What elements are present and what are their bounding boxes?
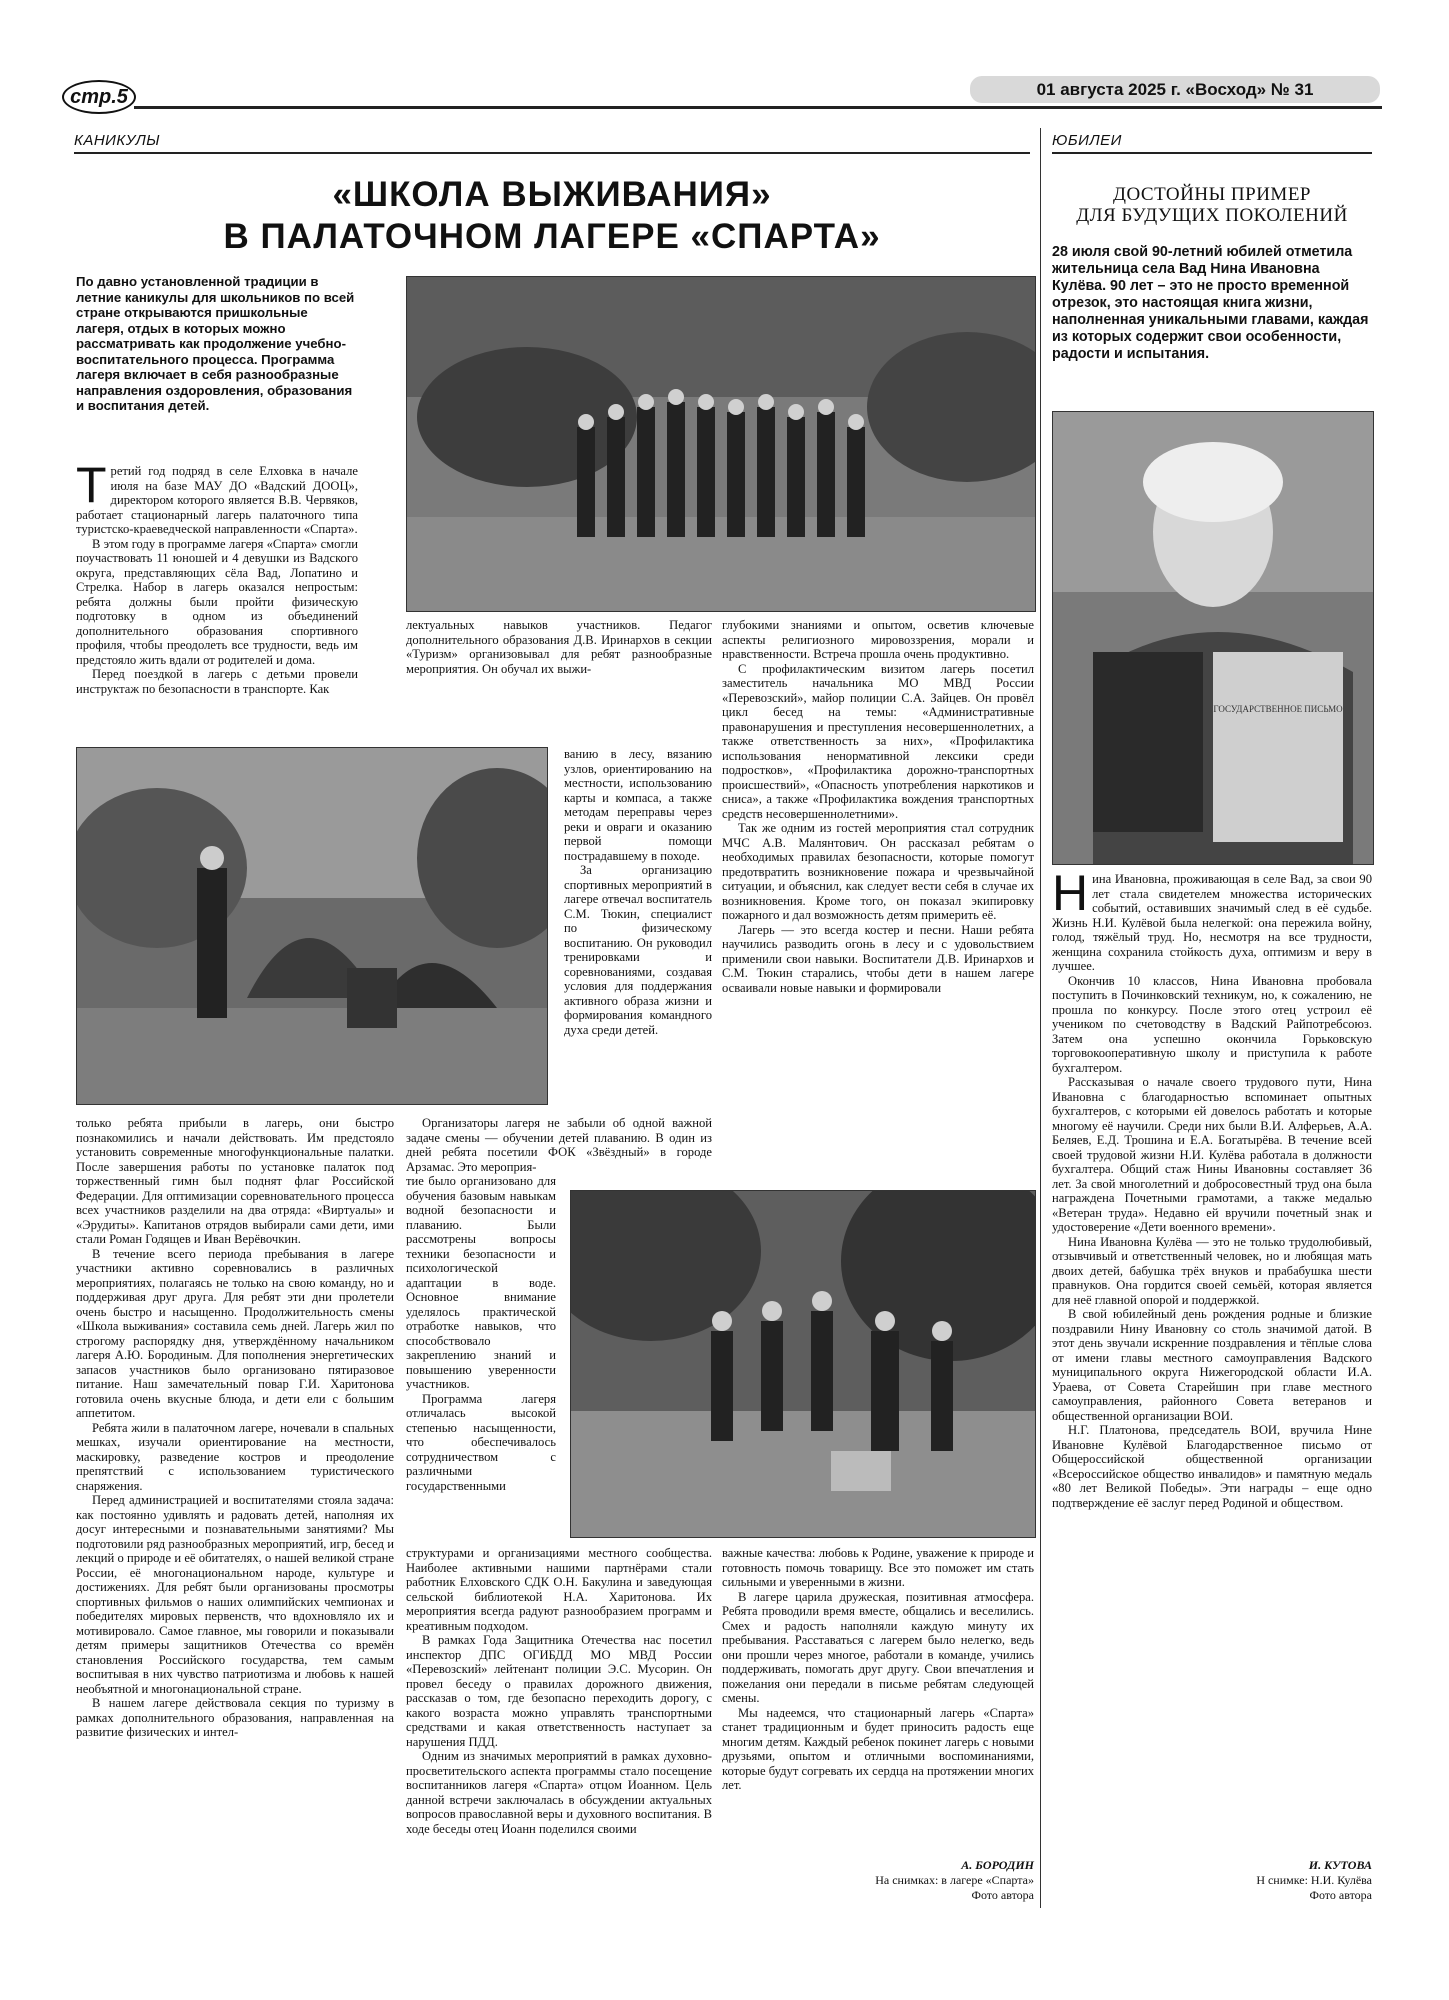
c2e-p3: Одним из значимых мероприятий в рамках духовно-просветительского аспекта программы стало посещение воспитанников лагеря «Спарта» отцом Иоанном. Цель данной встречи заключалась в обсуждении актуальных вопросов православной веры и духовного воспитания. В ходе беседы отец Иоанн поделился своими bbox=[406, 1749, 712, 1836]
c2d-p1: тие было организовано для обучения базовым навыкам водной безопасности и плаванию. Были рассмотрены вопросы техники безопасности и психологической адаптации в воде. Основное внимание уделялось практической отработке навыков, что способствовало закреплению знаний и повышению уверенности участников. bbox=[406, 1174, 556, 1391]
col2-mid bbox=[406, 1116, 712, 1174]
rubric-right: ЮБИЛЕИ bbox=[1052, 132, 1122, 149]
right-p3: Рассказывая о начале своего трудового пути, Нина Ивановна с благодарностью вспоминает опытных бухгалтеров, с которыми ей довелось работать и которые многому её научили. Среди них были В.И. Алферьев, А.А. Беляев, Е.Д. Трошина и Е.А. Богатырёва. В течение всей своей трудовой жизни Н.И. Кулёва работала в должности бухгалтера. Общий стаж Нины Ивановны составляет 36 лет. За свой многолетний и добросовестный труд она была награждена Почетными грамотами, а также медалью «Ветеран труда». Недавно ей вручили почетный знак и удостоверение «Дети военного времени». bbox=[1052, 1075, 1372, 1234]
page-number: стр.5 bbox=[70, 86, 128, 108]
issue-banner bbox=[970, 76, 1380, 103]
c3a-p2: С профилактическим визитом лагерь посетил заместитель начальника МО МВД России «Перевозский», майор полиции С.А. Зайцев. Он провёл цикл бесед на темы: «Административные правонарушения и преступления несовершеннолетних, а также ответственность за них», «Профилактика использования ненормативной лексики среди подростков», «Профилактика дорожно-транспортных происшествий», «Опасность употребления наркотиков и сниса», а также «Профилактика вождения транспортных средств несовершеннолетними». bbox=[722, 661, 1034, 821]
c2b-p2: За организацию спортивных мероприятий в лагере отвечал воспитатель С.М. Тюкин, специалист по физическому воспитанию. Он руководил тренировками и соревнованиями, создавая условия для поддержания активного образа жизни и формирования командного духа среди детей. bbox=[564, 863, 712, 1037]
issue-date: 01 августа 2025 г. «Восход» № 31 bbox=[1036, 80, 1314, 99]
rubric-left: КАНИКУЛЫ bbox=[74, 132, 161, 149]
right-photo-credit: Фото автора bbox=[1309, 1888, 1372, 1902]
c1a-p3: Перед поездкой в лагерь с детьми провели инструктаж по безопасности в транспорте. Как bbox=[76, 667, 358, 696]
c1b-p1: только ребята прибыли в лагерь, они быстро познакомились и начали действовать. Им предстояло установить современные многофункциональные палатки. После завершения работы по установке палаток под торжественный гимн был поднят флаг Российской Федерации. Для оптимизации соревновательного процесса всех участников разделили на два отряда: «Виртуалы» и «Эрудиты». Капитанов отрядов выбирали сами дети, ими стали Роман Годящев и Иван Верёвочкин. bbox=[76, 1116, 394, 1246]
right-p1: ина Ивановна, проживающая в селе Вад, за свои 90 лет стала свидетелем множества исторических событий, оставивших значимый след в её судьбе. Жизнь Н.И. Кулёвой была нелегкой: она пережила войну, голод, тяжёлый труд. Но, несмотря на все трудности, женщина сохранила стойкость духа, оптимизм и веру в лучшее. bbox=[1052, 872, 1372, 973]
c1a-p1: ретий год подряд в селе Елховка в начале июля на базе МАУ ДО «Вадский ДООЦ», директором которого является В.В. Червяков, работает стационарный лагерь палаточного типа туристско-краеведческой направленности «Спарта». bbox=[76, 464, 358, 536]
col3-bottom bbox=[722, 1546, 1034, 1793]
c3b-p3: Мы надеемся, что стационарный лагерь «Спарта» станет традиционным и будет приносить радость еще многим детям. Каждый ребенок покинет лагерь с новыми друзьями, опытом и отличными воспоминаниями, которые будут согревать их сердца на протяжении многих лет. bbox=[722, 1705, 1034, 1792]
left-author: А. БОРОДИН bbox=[961, 1858, 1034, 1872]
left-photo-credit: Фото автора bbox=[971, 1888, 1034, 1902]
col1-bottom bbox=[76, 1116, 394, 1740]
article-lead: По давно установленной традиции в летние каникулы для школьников по всей стране открываются пришкольные лагеря, отдых в которых можно рассматривать как продолжение учебно-воспитательного процесса. Программа лагеря включает в себя разнообразные направления оздоровления, образования и воспитания детей. bbox=[76, 274, 355, 413]
photo-camp-group-image bbox=[407, 277, 1035, 611]
page-number-badge bbox=[62, 80, 136, 114]
right-signature bbox=[1052, 1858, 1372, 1903]
right-body bbox=[1052, 865, 1372, 1510]
c2e-p1: структурами и организациями местного сообщества. Наиболее активными нашими партнёрами стали работник Елховского СДК О.Н. Бакулина и заведующая сельской библиотекой Н.А. Харитонова. Их мероприятия всегда радуют разнообразием программ и креативным подходом. bbox=[406, 1546, 712, 1633]
right-title bbox=[1052, 184, 1372, 226]
col2-top bbox=[406, 618, 712, 676]
c3a-p3: Так же одним из гостей мероприятия стал сотрудник МЧС А.В. Малянтович. Он рассказал ребятам о необходимых правилах безопасности, которые помогут предотвратить возникновение пожара и чрезвычайной ситуации, и объяснил, как следует вести себя в случае их возникновения. Кроме того, он показал экипировку пожарного и дал возможность детям примерить её. bbox=[722, 821, 1034, 922]
article-title bbox=[74, 174, 1030, 258]
c2a-p1: лектуальных навыков участников. Педагог дополнительного образования Д.В. Иринархов в секции «Туризм» организовывал для ребят разнообразные мероприятия. Он обучал их выжи- bbox=[406, 618, 712, 676]
photo-portrait-image bbox=[1053, 412, 1373, 864]
photo-tents bbox=[76, 747, 548, 1105]
right-lead: 28 июля свой 90-летний юбилей отметила жительница села Вад Нина Ивановна Кулёва. 90 лет – это не просто временной отрезок, это настоящая книга жизни, наполненная уникальными главами, каждая из которых содержит свои особенности, радости и испытания. bbox=[1052, 244, 1369, 362]
col3-top bbox=[722, 618, 1034, 995]
photo-camp-group bbox=[406, 276, 1036, 612]
left-signature bbox=[722, 1858, 1034, 1903]
col2-bottom bbox=[406, 1546, 712, 1836]
col2-wrap bbox=[564, 747, 712, 1037]
right-title-line2: ДЛЯ БУДУЩИХ ПОКОЛЕНИЙ bbox=[1076, 205, 1348, 226]
dropcap-t: Т bbox=[76, 457, 107, 513]
article-title-line2: В ПАЛАТОЧНОМ ЛАГЕРЕ «СПАРТА» bbox=[223, 217, 881, 256]
left-caption: На снимках: в лагере «Спарта» bbox=[875, 1873, 1034, 1887]
c2c-p1: Организаторы лагеря не забыли об одной важной задаче смены — обучении детей плаванию. В один из дней ребята посетили ФОК «Звёздный» в городе Арзамас. Это мероприя- bbox=[406, 1116, 712, 1174]
right-author: И. КУТОВА bbox=[1308, 1858, 1372, 1872]
c3b-p1: важные качества: любовь к Родине, уважение к природе и готовность помочь товарищу. Все это поможет им стать сильными и уверенными в жизни. bbox=[722, 1546, 1034, 1589]
article-title-line1: «ШКОЛА ВЫЖИВАНИЯ» bbox=[332, 175, 772, 214]
right-title-line1: ДОСТОЙНЫ ПРИМЕР bbox=[1112, 184, 1311, 205]
right-p2: Окончив 10 классов, Нина Ивановна пробовала поступить в Починковский техникум, но, к сожалению, не прошла по конкурсу. После этого отец устроил её учеником по счетоводству в Вадский Райпотребсоюз. Затем она успешно окончила Горьковскую торговокооперативную школу и приступила к работе бухгалтером. bbox=[1052, 973, 1372, 1075]
header-rule bbox=[134, 106, 1382, 109]
c1b-p3: Ребята жили в палаточном лагере, ночевали в спальных мешках, изучали ориентирование на местности, маскировку, разведение костров и преодоление препятствий с использованием туристического снаряжения. bbox=[76, 1420, 394, 1493]
photo-forest-activity bbox=[570, 1190, 1036, 1538]
c1b-p5: В нашем лагере действовала секция по туризму в рамках дополнительного образования, направленная на развитие физических и интел- bbox=[76, 1696, 394, 1739]
right-p6: Н.Г. Платонова, председатель ВОИ, вручила Нине Ивановне Кулёвой Благодарственное письмо от Общероссийской общественной организации «Всероссийское общество инвалидов» и памятную медаль «80 лет Великой Победы». Эти награды – еще одно подтверждение её заслуг перед Родиной и обществом. bbox=[1052, 1423, 1372, 1510]
page-header bbox=[62, 76, 1382, 112]
diploma-title: ГОСУДАРСТВЕННОЕ ПИСЬМО bbox=[1213, 704, 1343, 714]
photo-tents-image bbox=[77, 748, 547, 1104]
column-divider bbox=[1040, 128, 1041, 1908]
col2-wrap2 bbox=[406, 1174, 556, 1493]
right-p4: Нина Ивановна Кулёва — это не только трудолюбивый, отзывчивый и ответственный человек, но и любящая мать двоих детей, бабушка трёх внуков и прабабушка шести правнуков. Она гордится своей семьёй, которая является для неё главной опорой и поддержкой. bbox=[1052, 1234, 1372, 1307]
rubric-right-rule bbox=[1052, 152, 1372, 154]
photo-forest-image bbox=[571, 1191, 1035, 1537]
right-p5: В свой юбилейный день рождения родные и близкие поздравили Нину Ивановну со столь значимой датой. В этот день звучали искренние поздравления и тёплые слова от имени главы местного самоуправления Вадского муниципального округа Нижегородской области И.А. Ураева, от Совета Старейшин при главе местного самоуправления, районного Совета ветеранов и общественной организации ВОИ. bbox=[1052, 1307, 1372, 1423]
c3a-p4: Лагерь — это всегда костер и песни. Наши ребята научились разводить огонь в лесу и с удовольствием применили свои навыки. Воспитатели Д.В. Иринархов и С.М. Тюкин старались, чтобы дети в нашем лагере осваивали новые навыки и формировали bbox=[722, 922, 1034, 995]
col1-top bbox=[76, 457, 358, 696]
c1b-p2: В течение всего периода пребывания в лагере участники активно соревновались в различных мероприятиях, полагаясь не только на свою команду, но и поддерживая друг друга. Для ребят эти дни пролетели очень быстро и насыщенно. Продолжительность смены «Школа выживания» составила семь дней. Лагерь жил по строгому распорядку дня, утверждённому начальником лагеря А.Ю. Бородиным. Для пополнения энергетических запасов участников было организовано пятиразовое питание. Наш замечательный повар Г.И. Харитонова готовила очень вкусные блюда, и дети ели с большим аппетитом. bbox=[76, 1246, 394, 1420]
c3b-p2: В лагере царила дружеская, позитивная атмосфера. Ребята проводили время вместе, общались и веселились. Смех и радость наполняли каждую минуту их пребывания. Расставаться с лагерем было нелегко, ведь они прошли через многое, работали в команде, учились поддерживать, помогать друг другу. Свои впечатления и пожелания они передали в письме ребятам следующей смены. bbox=[722, 1589, 1034, 1705]
c1a-p2: В этом году в программе лагеря «Спарта» смогли поучаствовать 11 юношей и 4 девушки из Вадского округа, представляющих сёла Вад, Лопатино и Стрелка. Набор в лагерь оказался непростым: ребята должны были пройти физическую подготовку в одном из объединений дополнительного образования спортивного профиля, чтобы преодолеть все трудности, ведь им предстояло жить вдали от родителей и дома. bbox=[76, 536, 358, 667]
c2e-p2: В рамках Года Защитника Отечества нас посетил инспектор ДПС ОГИБДД МО МВД России «Перевозский» лейтенант полиции Э.С. Мусорин. Он провел беседу о правилах дорожного движения, рассказав о том, где безопасно переходить дорогу, с какого возраста можно управлять транспортными средствами и какая ответственность наступает за нарушения ПДД. bbox=[406, 1633, 712, 1749]
rubric-left-rule bbox=[74, 152, 1030, 154]
photo-portrait bbox=[1052, 411, 1374, 865]
right-caption: Н снимке: Н.И. Кулёва bbox=[1256, 1873, 1372, 1887]
c1b-p4: Перед администрацией и воспитателями стояла задача: как постоянно удивлять и радовать детей, наполняя их досуг интересными и познавательными занятиями? Мы подготовили ряд разнообразных мероприятий, игр, бесед и лекций о природе и её обитателях, о нашей великой стране России, её многонациональном народе, культуре и достижениях. Для ребят были организованы просмотры спортивных фильмов о наших олимпийских чемпионах и победителях мировых первенств, что вдохновляло их и мотивировало. Самое главное, мы говорили и показывали детям примеры защитников Отечества со времён становления Российского государства, тем самым воспитывая в них чувство патриотизма и любовь к нашей необъятной и многонациональной стране. bbox=[76, 1493, 394, 1696]
c3a-p1: глубокими знаниями и опытом, осветив ключевые аспекты религиозного мировоззрения, морали и нравственности. Встреча прошла очень продуктивно. bbox=[722, 618, 1034, 661]
c2d-p2: Программа лагеря отличалась высокой степенью насыщенности, что обеспечивалось сотрудничеством с различными государственными bbox=[406, 1391, 556, 1493]
dropcap-n: Н bbox=[1052, 865, 1089, 921]
c2b-p1: ванию в лесу, вязанию узлов, ориентированию на местности, использованию карты и компаса, а также методам переправы через реки и овраги и оказанию первой помощи пострадавшему в походе. bbox=[564, 747, 712, 863]
